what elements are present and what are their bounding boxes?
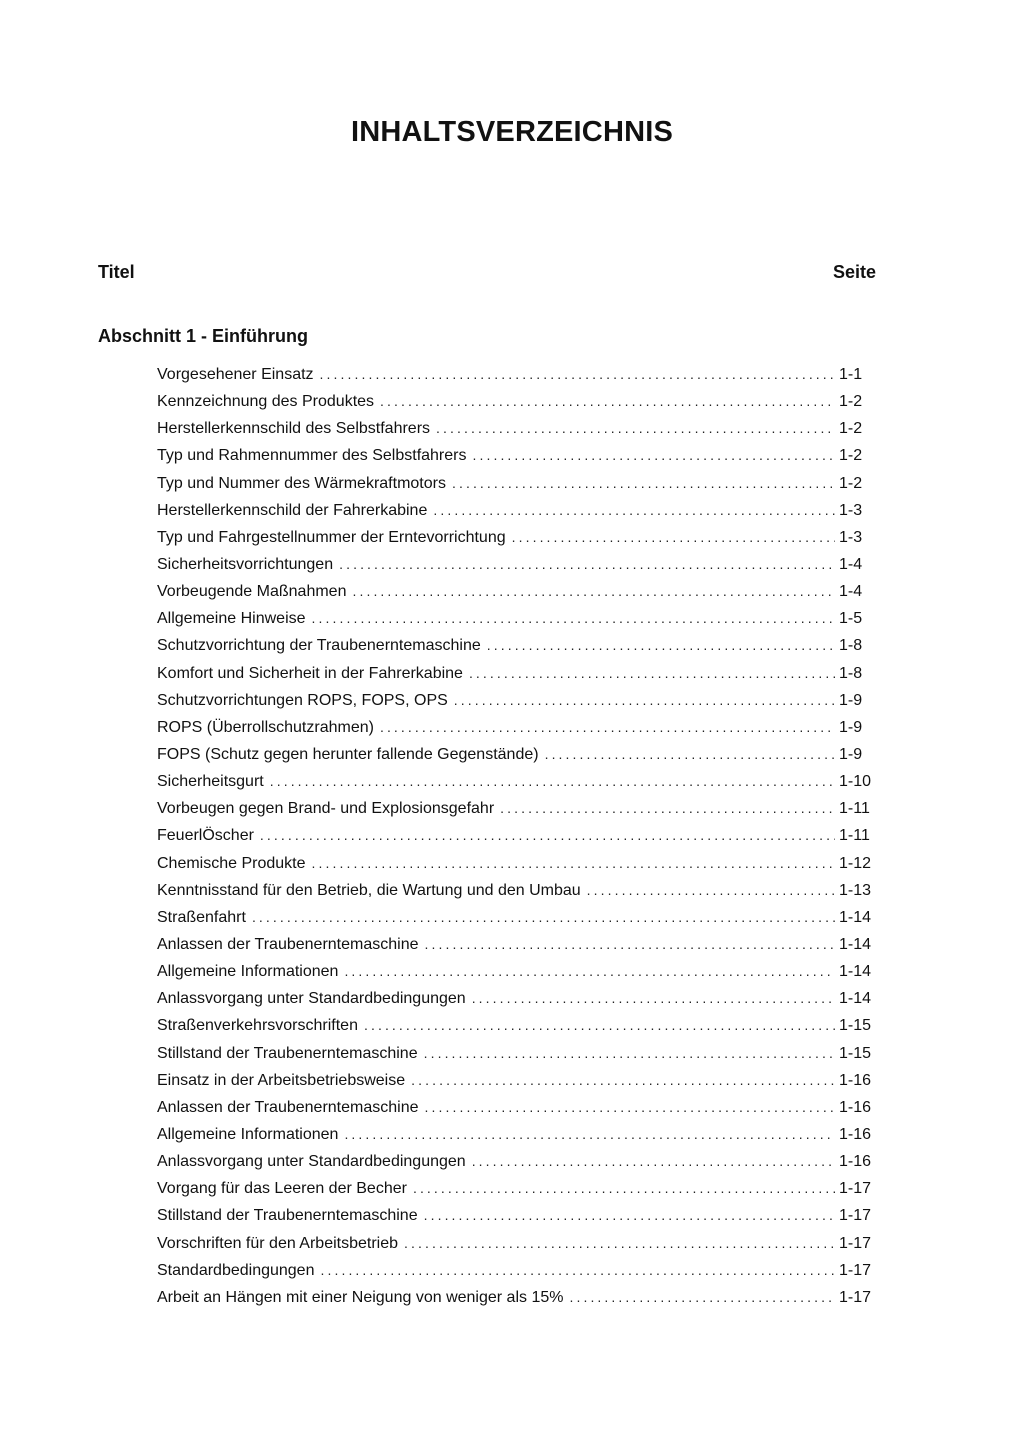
toc-leader-dots [472,990,835,1006]
toc-leader-dots [436,420,835,436]
toc-leader-dots [569,1289,835,1305]
toc-entry [157,1180,877,1207]
toc-leader-dots [454,692,835,708]
toc-entry [157,990,877,1017]
toc-entry-page: 1-17 [839,1288,872,1306]
toc-entry [157,963,877,990]
toc-entry [157,665,877,692]
toc-entry [157,366,877,393]
toc-entry-page: 1-2 [839,447,863,465]
toc-leader-dots [500,800,835,816]
toc-leader-dots [452,475,835,491]
toc-entry-title: Kennzeichnung des Produktes [157,393,375,411]
toc-entry [157,719,877,746]
toc-entry-page: 1-11 [839,827,870,845]
toc-leader-dots [433,502,835,518]
toc-entry-page: 1-15 [839,1044,872,1062]
toc-leader-dots [352,583,835,599]
toc-leader-dots [312,610,835,626]
toc-entry [157,882,877,909]
toc-entry-title: Vorbeugen gegen Brand- und Explosionsgefahr [157,800,495,818]
toc-entry-page: 1-12 [839,854,872,872]
toc-entry-title: Typ und Rahmennummer des Selbstfahrers [157,447,467,465]
toc-entry-page: 1-3 [839,528,863,546]
toc-entry [157,393,877,420]
toc-entry [157,475,877,502]
toc-entry [157,447,877,474]
toc-entry [157,746,877,773]
toc-list [157,366,877,1316]
toc-entry [157,610,877,637]
toc-entry-page: 1-8 [839,664,863,682]
toc-leader-dots [472,447,835,463]
toc-entry-page: 1-14 [839,963,872,981]
toc-entry [157,773,877,800]
toc-entry-title: Typ und Nummer des Wärmekraftmotors [157,474,446,492]
toc-entry-title: Typ und Fahrgestellnummer der Erntevorrichtung [157,528,506,546]
toc-entry [157,502,877,529]
toc-entry-title: Straßenfahrt [157,908,246,926]
toc-entry-title: Chemische Produkte [157,854,306,872]
toc-entry [157,1207,877,1234]
toc-leader-dots [413,1180,835,1196]
toc-entry [157,556,877,583]
toc-entry-title: Allgemeine Informationen [157,963,339,981]
toc-entry-title: Herstellerkennschild des Selbstfahrers [157,420,431,438]
toc-leader-dots [260,827,835,843]
toc-entry [157,420,877,447]
toc-entry-title: Sicherheitsvorrichtungen [157,555,334,573]
toc-entry-title: Einsatz in der Arbeitsbetriebsweise [157,1071,406,1089]
toc-entry-title: Anlassen der Traubenerntemaschine [157,935,419,953]
toc-entry-page: 1-16 [839,1125,872,1143]
toc-entry-page: 1-8 [839,637,863,655]
toc-entry-title: Herstellerkennschild der Fahrerkabine [157,501,428,519]
toc-entry-page: 1-14 [839,908,872,926]
toc-entry [157,855,877,882]
toc-entry-page: 1-17 [839,1261,872,1279]
toc-leader-dots [411,1072,835,1088]
toc-entry [157,1235,877,1262]
toc-entry-page: 1-5 [839,610,863,628]
toc-entry [157,827,877,854]
toc-entry [157,1262,877,1289]
toc-leader-dots [469,665,835,681]
toc-leader-dots [252,909,835,925]
toc-leader-dots [339,556,835,572]
toc-entry-page: 1-16 [839,1153,872,1171]
toc-entry [157,1045,877,1072]
toc-entry-page: 1-13 [839,881,872,899]
toc-leader-dots [472,1153,835,1169]
toc-entry-page: 1-2 [839,474,863,492]
toc-entry-title: Stillstand der Traubenerntemaschine [157,1044,418,1062]
toc-leader-dots [312,855,835,871]
toc-entry-page: 1-16 [839,1098,872,1116]
toc-entry [157,692,877,719]
toc-leader-dots [512,529,835,545]
toc-entry [157,1153,877,1180]
toc-entry-page: 1-4 [839,583,863,601]
toc-entry-title: Schutzvorrichtung der Traubenerntemaschine [157,637,481,655]
toc-entry [157,800,877,827]
toc-entry [157,637,877,664]
toc-entry-title: Sicherheitsgurt [157,773,264,791]
toc-leader-dots [587,882,835,898]
toc-entry [157,583,877,610]
toc-entry-page: 1-11 [839,800,870,818]
toc-entry-title: Arbeit an Hängen mit einer Neigung von weniger als 15% [157,1288,564,1306]
toc-entry-title: FeuerlÖscher [157,827,254,845]
toc-entry-page: 1-14 [839,990,872,1008]
toc-leader-dots [425,936,836,952]
toc-leader-dots [424,1207,835,1223]
toc-entry-page: 1-4 [839,555,863,573]
toc-entry-title: Komfort und Sicherheit in der Fahrerkabine [157,664,463,682]
column-header-title: Titel [98,262,135,282]
toc-leader-dots [364,1017,835,1033]
toc-leader-dots [487,637,835,653]
toc-entry-title: Stillstand der Traubenerntemaschine [157,1207,418,1225]
toc-leader-dots [320,1262,835,1278]
toc-leader-dots [270,773,835,789]
toc-leader-dots [380,719,835,735]
toc-entry-title: Allgemeine Hinweise [157,610,306,628]
toc-leader-dots [404,1235,835,1251]
toc-leader-dots [545,746,835,762]
toc-entry [157,1017,877,1044]
toc-entry-title: Anlassvorgang unter Standardbedingungen [157,1153,466,1171]
toc-entry-page: 1-9 [839,718,863,736]
toc-entry-title: Anlassen der Traubenerntemaschine [157,1098,419,1116]
toc-entry-page: 1-15 [839,1017,872,1035]
toc-leader-dots [425,1099,836,1115]
toc-column-header [98,262,876,283]
toc-entry [157,529,877,556]
toc-entry [157,936,877,963]
toc-entry-title: Standardbedingungen [157,1261,315,1279]
toc-entry-title: Vorgang für das Leeren der Becher [157,1180,407,1198]
column-header-page: Seite [832,262,876,282]
toc-entry-title: Straßenverkehrsvorschriften [157,1017,358,1035]
toc-entry-title: Vorbeugende Maßnahmen [157,583,347,601]
toc-entry-page: 1-1 [839,366,863,383]
toc-entry [157,1126,877,1153]
toc-leader-dots [380,393,835,409]
toc-entry [157,1072,877,1099]
toc-entry [157,909,877,936]
toc-entry-title: Allgemeine Informationen [157,1125,339,1143]
toc-entry-title: Kenntnisstand für den Betrieb, die Wartung und den Umbau [157,881,581,899]
toc-leader-dots [320,366,835,382]
toc-entry-page: 1-9 [839,745,863,763]
toc-entry-page: 1-3 [839,501,863,519]
toc-entry-page: 1-2 [839,420,863,438]
toc-entry-page: 1-14 [839,935,872,953]
toc-entry-title: Vorschriften für den Arbeitsbetrieb [157,1234,399,1252]
toc-entry-page: 1-2 [839,393,863,411]
toc-leader-dots [424,1045,835,1061]
toc-entry-title: Schutzvorrichtungen ROPS, FOPS, OPS [157,691,448,709]
toc-entry-page: 1-17 [839,1207,872,1225]
toc-entry-page: 1-17 [839,1180,872,1198]
toc-entry-page: 1-10 [839,773,872,791]
toc-entry-page: 1-17 [839,1234,872,1252]
toc-entry-title: ROPS (Überrollschutzrahmen) [157,718,374,736]
toc-entry [157,1289,877,1316]
toc-entry [157,1099,877,1126]
section-heading: Abschnitt 1 - Einführung [98,326,308,346]
document-title: INHALTSVERZEICHNIS [350,116,674,148]
toc-entry-title: Anlassvorgang unter Standardbedingungen [157,990,466,1008]
toc-entry-page: 1-9 [839,691,863,709]
toc-entry-title: Vorgesehener Einsatz [157,366,314,383]
toc-leader-dots [344,1126,835,1142]
toc-entry-title: FOPS (Schutz gegen herunter fallende Gegenstände) [157,745,539,763]
toc-entry-page: 1-16 [839,1071,872,1089]
toc-leader-dots [344,963,835,979]
